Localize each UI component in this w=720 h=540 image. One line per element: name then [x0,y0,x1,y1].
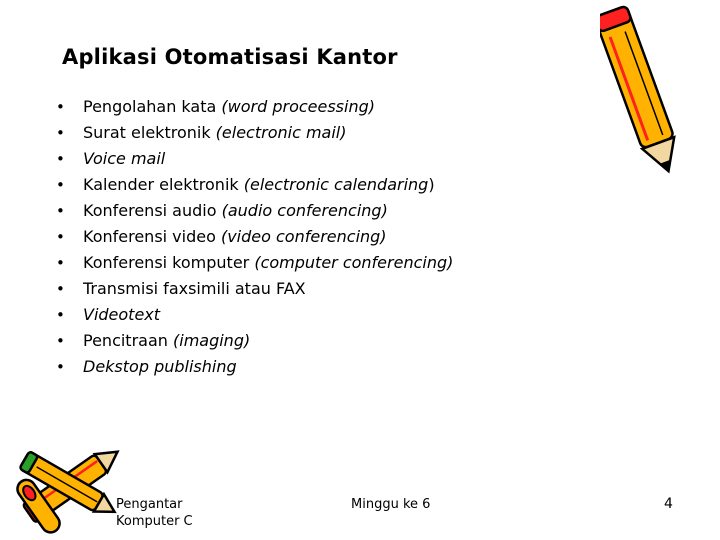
bullet-text: Voice mail [83,149,166,168]
bullet-text: (computer conferencing) [254,253,454,272]
footer-week: Minggu ke 6 [351,497,431,512]
footer-course-line1: Pengantar [116,497,183,512]
footer-course-line2: Komputer C [116,514,193,529]
bullet-text: Konferensi video [83,227,221,246]
bullet-text: Konferensi audio [83,201,222,220]
bullet-item [56,94,453,120]
bullet-text: (electronic calendaring [243,175,429,194]
bullet-item [56,276,453,302]
bullet-text: Transmisi faxsimili atau FAX [83,279,306,298]
bullet-item [56,198,453,224]
bullet-item [56,172,453,198]
bullet-item [56,120,453,146]
bullet-text: (video conferencing) [220,227,387,246]
bullet-item [56,224,453,250]
slide-title: Aplikasi Otomatisasi Kantor [62,45,398,69]
bullet-text: Surat elektronik [83,123,216,142]
bullet-item [56,302,453,328]
bullet-text: Konferensi komputer [83,253,255,272]
bullet-text: Dekstop publishing [83,357,237,376]
bullet-text: (word proceessing) [221,97,375,116]
footer-course [116,496,193,530]
bullet-text: Pencitraan [83,331,173,350]
bullet-item [56,250,453,276]
bullet-text: Pengolahan kata [83,97,222,116]
bullet-item [56,146,453,172]
page-number: 4 [664,496,673,512]
bullet-list [56,94,453,380]
bullet-item [56,328,453,354]
bullet-text: (audio conferencing) [221,201,388,220]
bullet-text: Kalender elektronik [83,175,244,194]
bullet-text: (imaging) [173,331,251,350]
bullet-item [56,354,453,380]
bullet-text: ) [428,175,435,194]
bullet-text: Videotext [83,305,161,324]
pencil-icon [600,0,680,180]
bullet-text: (electronic mail) [215,123,347,142]
